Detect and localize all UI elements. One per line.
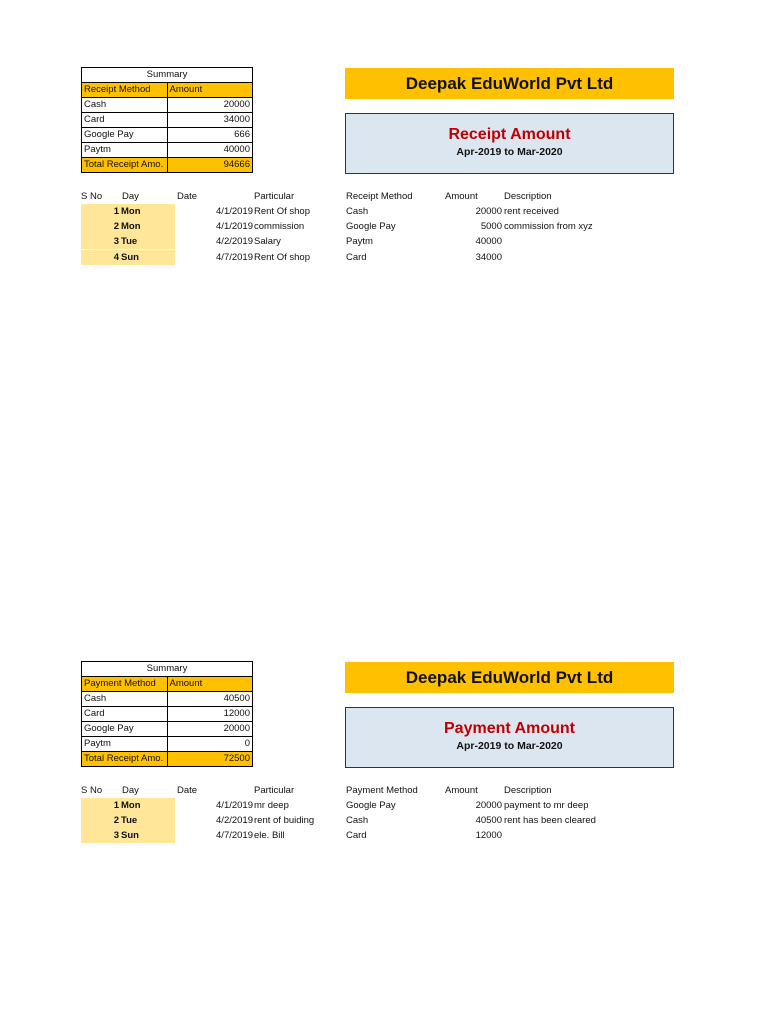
col-header-date: Date — [177, 191, 198, 202]
sno-value: 4 — [113, 252, 119, 263]
company-name-banner: Deepak EduWorld Pvt Ltd — [345, 68, 674, 99]
sno-day-cell — [81, 813, 175, 828]
amount-value: 34000 — [475, 252, 502, 263]
report-period: Apr-2019 to Mar-2020 — [456, 146, 563, 158]
summary-title: Summary — [82, 68, 253, 83]
ledger-header-row — [0, 783, 768, 798]
ledger-row — [0, 219, 768, 234]
particular-value: rent of buiding — [254, 815, 315, 826]
day-value: Mon — [121, 221, 141, 232]
summary-row — [82, 128, 253, 143]
col-header-description: Description — [504, 191, 552, 202]
summary-amount-cell: 40000 — [167, 143, 253, 158]
summary-amount-cell: 12000 — [167, 707, 253, 722]
summary-method-cell: Paytm — [82, 143, 168, 158]
day-value: Tue — [121, 236, 138, 247]
col-header-sno: S No — [81, 191, 103, 202]
method-value: Cash — [346, 206, 369, 217]
summary-header-amount: Amount — [167, 83, 253, 98]
col-header-amount: Amount — [445, 785, 478, 796]
ledger-row — [0, 234, 768, 249]
summary-row — [82, 692, 253, 707]
receipt-summary-table — [81, 67, 253, 173]
col-header-day: Day — [122, 191, 139, 202]
ledger-row — [0, 250, 768, 265]
amount-value: 20000 — [475, 800, 502, 811]
amount-value: 40000 — [475, 236, 502, 247]
particular-value: Salary — [254, 236, 281, 247]
day-value: Sun — [121, 830, 139, 841]
day-value: Tue — [121, 815, 138, 826]
col-header-amount: Amount — [445, 191, 478, 202]
summary-total-label: Total Receipt Amo. — [82, 158, 168, 173]
summary-method-cell: Google Pay — [82, 128, 168, 143]
method-value: Card — [346, 830, 367, 841]
method-value: Card — [346, 252, 367, 263]
date-value: 4/7/2019 — [216, 252, 253, 263]
date-value: 4/2/2019 — [216, 236, 253, 247]
summary-header-method: Receipt Method — [82, 83, 168, 98]
report-title: Receipt Amount — [448, 126, 571, 143]
sno-value: 1 — [113, 206, 119, 217]
sno-value: 1 — [113, 800, 119, 811]
summary-header-method: Payment Method — [82, 677, 168, 692]
summary-method-cell: Paytm — [82, 737, 168, 752]
method-value: Paytm — [346, 236, 373, 247]
ledger-row — [0, 798, 768, 813]
summary-method-cell: Cash — [82, 98, 168, 113]
ledger-row — [0, 204, 768, 219]
summary-method-cell: Card — [82, 113, 168, 128]
summary-row — [82, 707, 253, 722]
day-value: Mon — [121, 800, 141, 811]
summary-total-row — [82, 752, 253, 767]
summary-total-row — [82, 158, 253, 173]
description-value: rent has been cleared — [504, 815, 596, 826]
summary-header-row — [82, 83, 253, 98]
date-value: 4/1/2019 — [216, 221, 253, 232]
summary-row — [82, 113, 253, 128]
summary-total-amount: 72500 — [167, 752, 253, 767]
col-header-method: Payment Method — [346, 785, 418, 796]
summary-row — [82, 143, 253, 158]
amount-value: 20000 — [475, 206, 502, 217]
summary-amount-cell: 20000 — [167, 98, 253, 113]
col-header-method: Receipt Method — [346, 191, 413, 202]
sno-day-cell — [81, 828, 175, 843]
description-value: commission from xyz — [504, 221, 593, 232]
method-value: Cash — [346, 815, 369, 826]
company-name-banner: Deepak EduWorld Pvt Ltd — [345, 662, 674, 693]
particular-value: Rent Of shop — [254, 206, 310, 217]
col-header-particular: Particular — [254, 785, 295, 796]
summary-method-cell: Google Pay — [82, 722, 168, 737]
method-value: Google Pay — [346, 800, 396, 811]
summary-header-row — [82, 677, 253, 692]
summary-row — [82, 98, 253, 113]
particular-value: ele. Bill — [254, 830, 285, 841]
summary-method-cell: Cash — [82, 692, 168, 707]
date-value: 4/1/2019 — [216, 206, 253, 217]
summary-total-amount: 94666 — [167, 158, 253, 173]
sno-day-cell — [81, 798, 175, 813]
summary-amount-cell: 20000 — [167, 722, 253, 737]
sno-value: 3 — [113, 830, 119, 841]
payment-summary-table — [81, 661, 253, 767]
sno-day-cell — [81, 204, 175, 219]
summary-total-label: Total Receipt Amo. — [82, 752, 168, 767]
col-header-description: Description — [504, 785, 552, 796]
summary-method-cell: Card — [82, 707, 168, 722]
ledger-row — [0, 813, 768, 828]
summary-row — [82, 722, 253, 737]
sno-value: 2 — [113, 221, 119, 232]
summary-amount-cell: 34000 — [167, 113, 253, 128]
date-value: 4/1/2019 — [216, 800, 253, 811]
amount-value: 12000 — [475, 830, 502, 841]
sno-value: 2 — [113, 815, 119, 826]
summary-amount-cell: 40500 — [167, 692, 253, 707]
report-period: Apr-2019 to Mar-2020 — [456, 740, 563, 752]
report-title-box — [345, 113, 674, 174]
amount-value: 5000 — [480, 221, 502, 232]
sno-day-cell — [81, 234, 175, 249]
particular-value: commission — [254, 221, 305, 232]
sno-day-cell — [81, 219, 175, 234]
col-header-particular: Particular — [254, 191, 295, 202]
date-value: 4/7/2019 — [216, 830, 253, 841]
report-title-box — [345, 707, 674, 768]
method-value: Google Pay — [346, 221, 396, 232]
amount-value: 40500 — [475, 815, 502, 826]
description-value: rent received — [504, 206, 559, 217]
summary-row — [82, 737, 253, 752]
report-title: Payment Amount — [444, 720, 575, 737]
col-header-sno: S No — [81, 785, 103, 796]
particular-value: mr deep — [254, 800, 289, 811]
summary-title: Summary — [82, 662, 253, 677]
particular-value: Rent Of shop — [254, 252, 310, 263]
col-header-day: Day — [122, 785, 139, 796]
ledger-header-row — [0, 189, 768, 204]
summary-header-amount: Amount — [167, 677, 253, 692]
sno-day-cell — [81, 250, 175, 265]
col-header-date: Date — [177, 785, 198, 796]
date-value: 4/2/2019 — [216, 815, 253, 826]
sno-value: 3 — [113, 236, 119, 247]
day-value: Sun — [121, 252, 139, 263]
summary-amount-cell: 666 — [167, 128, 253, 143]
ledger-row — [0, 828, 768, 843]
day-value: Mon — [121, 206, 141, 217]
description-value: payment to mr deep — [504, 800, 589, 811]
summary-amount-cell: 0 — [167, 737, 253, 752]
